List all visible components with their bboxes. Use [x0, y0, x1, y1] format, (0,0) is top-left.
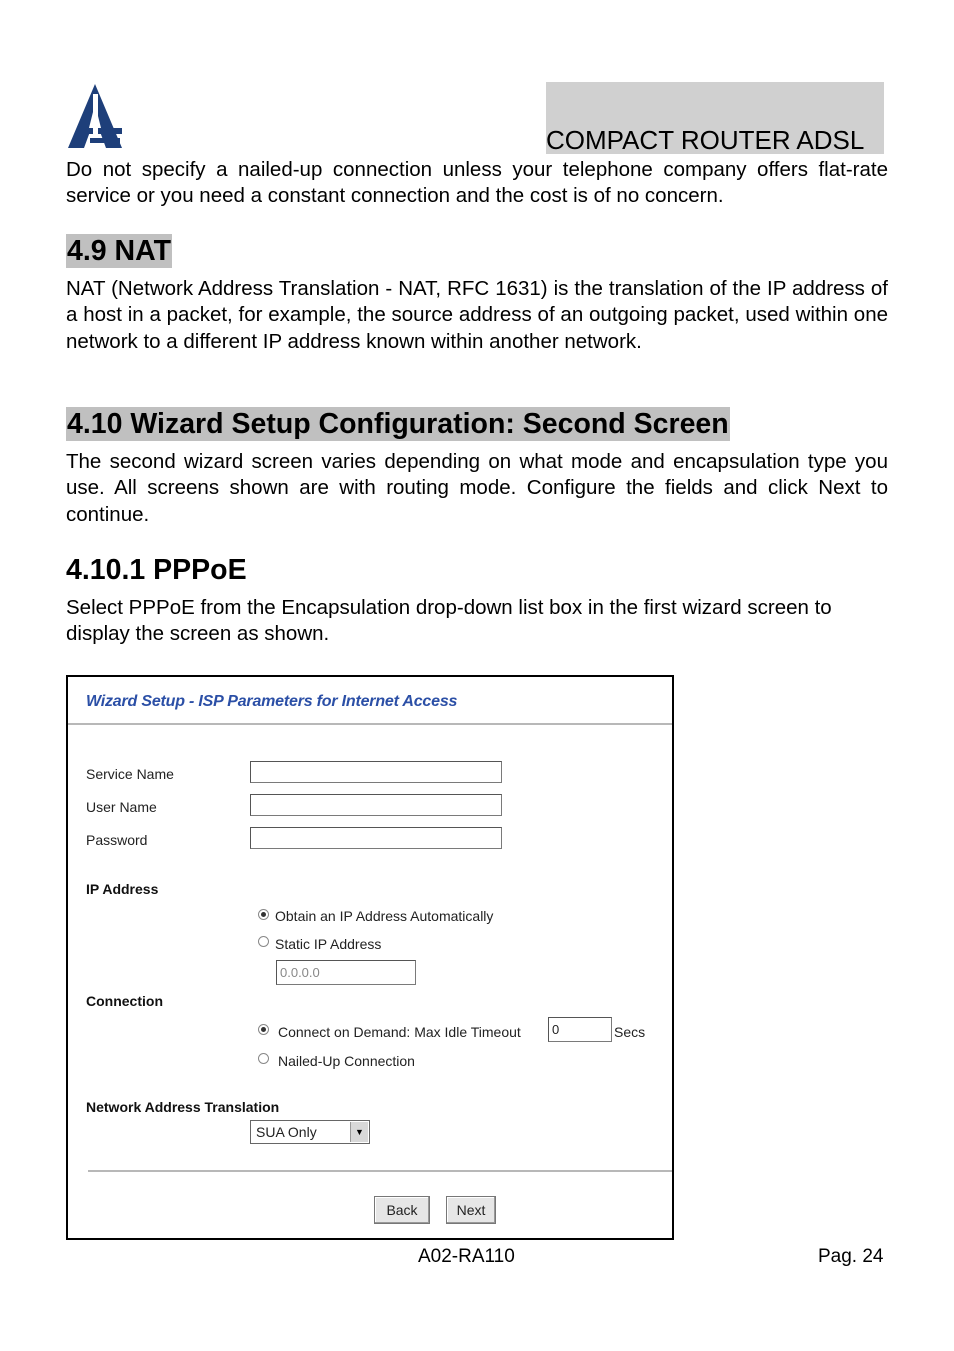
connection-heading: Connection	[86, 993, 163, 1009]
intro-paragraph: Do not specify a nailed-up connection unless your telephone company offers flat-rate service or you need a constant connection and the cost is of no concern.	[66, 158, 888, 208]
static-ip-label: Static IP Address	[275, 936, 382, 952]
connect-on-demand-radio[interactable]	[258, 1024, 269, 1035]
wizard-screen-figure	[66, 675, 674, 1240]
back-button[interactable]: Back	[374, 1196, 430, 1224]
section-heading-nat: 4.9 NAT	[67, 235, 171, 267]
divider	[88, 1170, 672, 1172]
user-name-label: User Name	[86, 799, 157, 815]
section-pppoe-body: Select PPPoE from the Encapsulation drop-down list box in the first wizard screen to display the screen as shown.	[66, 596, 832, 646]
atlantis-logo-icon	[66, 82, 124, 150]
nat-select[interactable]	[250, 1120, 370, 1144]
connect-on-demand-label: Connect on Demand: Max Idle Timeout	[278, 1024, 521, 1040]
nat-select-value: SUA Only	[256, 1124, 317, 1140]
chevron-down-icon[interactable]: ▼	[350, 1122, 368, 1142]
obtain-ip-auto-radio[interactable]	[258, 909, 269, 920]
service-name-label: Service Name	[86, 766, 174, 782]
static-ip-radio[interactable]	[258, 936, 269, 947]
idle-timeout-unit: Secs	[614, 1024, 646, 1040]
footer-page-number: Pag. 24	[818, 1246, 884, 1267]
divider	[68, 723, 672, 725]
service-name-input[interactable]	[250, 761, 502, 783]
ip-address-heading: IP Address	[86, 881, 159, 897]
section-wizard-body: The second wizard screen varies depending on what mode and encapsulation type you use. All screens shown are with routing mode. Configure the fields and click Next to continue.	[66, 450, 888, 526]
static-ip-input[interactable]	[276, 960, 416, 985]
section-heading-pppoe: 4.10.1 PPPoE	[66, 554, 247, 586]
wizard-screen-title: Wizard Setup - ISP Parameters for Internet Access	[86, 693, 458, 710]
password-label: Password	[86, 832, 148, 848]
obtain-ip-auto-label: Obtain an IP Address Automatically	[275, 908, 494, 924]
section-heading-wizard: 4.10 Wizard Setup Configuration: Second Screen	[67, 408, 729, 440]
nat-heading: Network Address Translation	[86, 1099, 280, 1115]
idle-timeout-input[interactable]	[548, 1017, 612, 1042]
password-input[interactable]	[250, 827, 502, 849]
next-button[interactable]: Next	[446, 1196, 496, 1224]
document-title: COMPACT ROUTER ADSL	[546, 125, 865, 155]
footer-model: A02-RA110	[418, 1246, 515, 1267]
section-nat-body: NAT (Network Address Translation - NAT, RFC 1631) is the translation of the IP address of a host in a packet, for example, the source address of an outgoing packet, used within one network to a different IP address known within another network.	[66, 277, 888, 353]
nailed-up-radio[interactable]	[258, 1053, 269, 1064]
nailed-up-label: Nailed-Up Connection	[278, 1053, 415, 1069]
user-name-input[interactable]	[250, 794, 502, 816]
